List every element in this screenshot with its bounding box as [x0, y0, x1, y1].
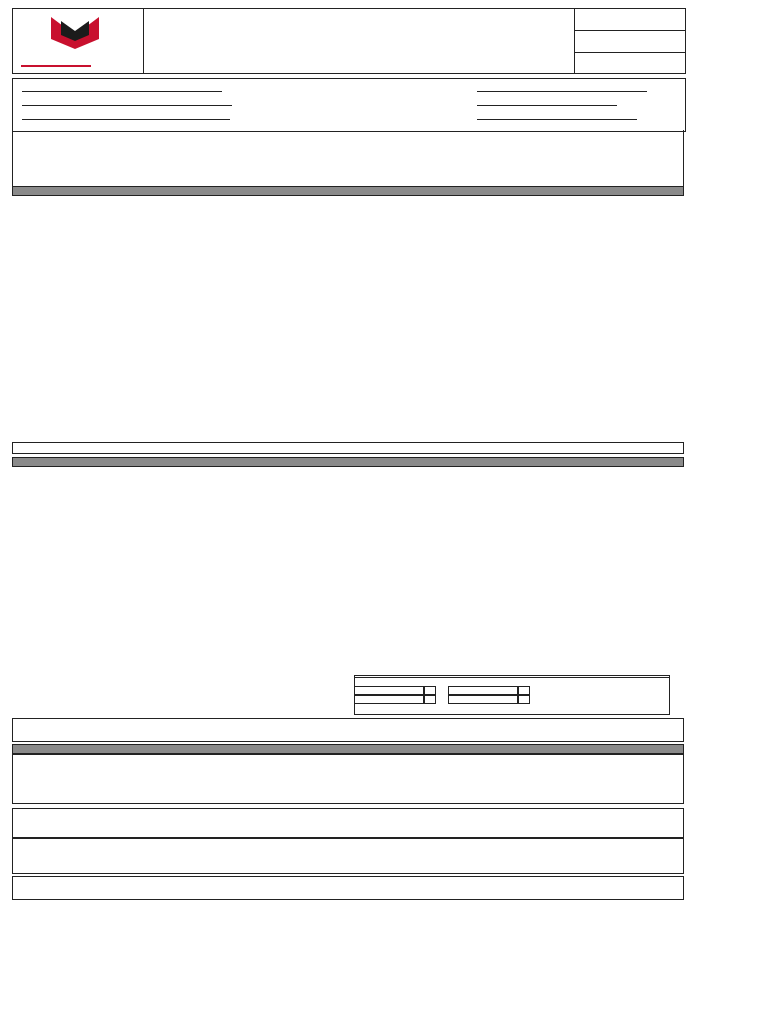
company-logo — [13, 9, 144, 73]
document-meta — [575, 9, 685, 73]
declaration-text — [12, 754, 684, 804]
lugar-field[interactable] — [471, 82, 647, 92]
form-header — [12, 8, 686, 74]
trabajador-field[interactable] — [16, 96, 232, 106]
cargo-actividad-field[interactable] — [471, 96, 617, 106]
signature-field[interactable] — [12, 838, 684, 874]
material-reglamentos[interactable] — [448, 695, 518, 704]
form-title — [144, 9, 575, 73]
induction-form — [12, 8, 686, 1008]
contractor-note — [12, 876, 684, 900]
mark-reglamentos[interactable] — [518, 695, 530, 704]
document-code — [575, 9, 685, 31]
mark-folletos[interactable] — [424, 695, 436, 704]
material-procedimientos[interactable] — [448, 686, 518, 695]
participant-info — [12, 78, 686, 132]
material-folletos[interactable] — [354, 695, 424, 704]
section-general-header — [12, 186, 684, 196]
material-cartilla[interactable] — [354, 686, 424, 695]
observations-especifica[interactable] — [12, 718, 684, 742]
logo-graphic — [13, 9, 143, 73]
material-otro[interactable] — [542, 686, 670, 704]
facilitador-field[interactable] — [16, 110, 230, 120]
document-date — [575, 53, 685, 74]
section-declaracion-header — [12, 744, 684, 754]
observations-general[interactable] — [12, 442, 684, 454]
mark-cartilla[interactable] — [424, 686, 436, 695]
legend — [12, 170, 684, 186]
section-especifica-header — [12, 457, 684, 467]
materiales-header — [355, 676, 669, 678]
document-version — [575, 31, 685, 53]
vinculacion-text — [12, 808, 684, 838]
fecha-field[interactable] — [16, 82, 222, 92]
cargo-field[interactable] — [471, 110, 637, 120]
mark-procedimientos[interactable] — [518, 686, 530, 695]
